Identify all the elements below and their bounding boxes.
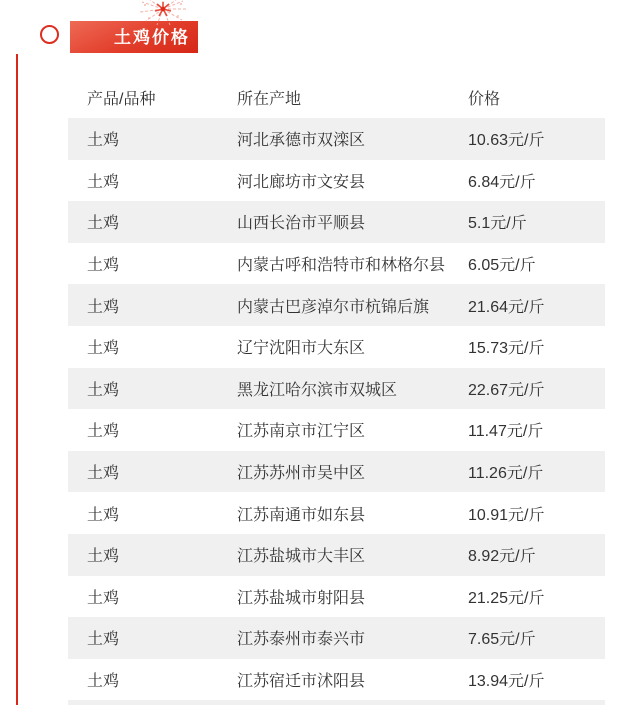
product-cell: 土鸡 <box>87 631 120 649</box>
table-row <box>68 368 605 410</box>
table-row <box>68 534 605 576</box>
origin-cell: 江苏盐城市大丰区 <box>237 548 366 566</box>
table-row <box>68 451 605 493</box>
product-cell: 土鸡 <box>87 298 120 316</box>
origin-cell: 江苏盐城市射阳县 <box>237 589 366 607</box>
table-row <box>68 160 605 202</box>
price-cell: 6.05元/斤 <box>468 257 536 275</box>
price-cell: 21.25元/斤 <box>468 589 545 607</box>
table-row <box>68 659 605 701</box>
origin-cell: 山西长治市平顺县 <box>237 215 366 233</box>
column-header-product: 产品/品种 <box>87 90 156 108</box>
origin-cell: 河北廊坊市文安县 <box>237 173 366 191</box>
product-cell: 土鸡 <box>87 589 120 607</box>
column-header-price: 价格 <box>468 90 501 108</box>
price-cell: 10.91元/斤 <box>468 506 545 524</box>
product-cell: 土鸡 <box>87 506 120 524</box>
origin-cell: 江苏南通市如东县 <box>237 506 366 524</box>
title-banner <box>70 21 198 53</box>
price-cell: 6.84元/斤 <box>468 173 536 191</box>
origin-cell: 江苏宿迁市沭阳县 <box>237 673 366 691</box>
price-cell: 10.63元/斤 <box>468 132 545 150</box>
table-row <box>68 243 605 285</box>
table-row <box>68 492 605 534</box>
table-row <box>68 576 605 618</box>
price-table-body <box>68 118 605 700</box>
price-table <box>68 76 605 705</box>
price-cell: 15.73元/斤 <box>468 340 545 358</box>
product-cell: 土鸡 <box>87 173 120 191</box>
origin-cell: 江苏苏州市吴中区 <box>237 465 366 483</box>
table-row <box>68 284 605 326</box>
table-row <box>68 326 605 368</box>
origin-cell: 辽宁沈阳市大东区 <box>237 340 366 358</box>
origin-cell: 内蒙古巴彦淖尔市杭锦后旗 <box>237 298 430 316</box>
product-cell: 土鸡 <box>87 548 120 566</box>
product-cell: 土鸡 <box>87 340 120 358</box>
product-cell: 土鸡 <box>87 465 120 483</box>
section-title: 土鸡价格 <box>114 27 190 47</box>
table-row <box>68 118 605 160</box>
price-cell: 22.67元/斤 <box>468 381 545 399</box>
origin-cell: 河北承德市双滦区 <box>237 132 366 150</box>
price-cell: 13.94元/斤 <box>468 673 545 691</box>
table-header-row <box>68 76 605 118</box>
product-cell: 土鸡 <box>87 423 120 441</box>
product-cell: 土鸡 <box>87 215 120 233</box>
price-cell: 11.26元/斤 <box>468 465 544 483</box>
origin-cell: 内蒙古呼和浩特市和林格尔县 <box>237 257 446 275</box>
product-cell: 土鸡 <box>87 381 120 399</box>
origin-cell: 江苏泰州市泰兴市 <box>237 631 366 649</box>
price-cell: 5.1元/斤 <box>468 215 527 233</box>
product-cell: 土鸡 <box>87 132 120 150</box>
price-cell: 8.92元/斤 <box>468 548 536 566</box>
price-cell: 7.65元/斤 <box>468 631 536 649</box>
table-row <box>68 409 605 451</box>
origin-cell: 黑龙江哈尔滨市双城区 <box>237 381 398 399</box>
price-cell: 21.64元/斤 <box>468 298 545 316</box>
product-cell: 土鸡 <box>87 257 120 275</box>
table-row <box>68 617 605 659</box>
column-header-origin: 所在产地 <box>237 90 302 108</box>
origin-cell: 江苏南京市江宁区 <box>237 423 366 441</box>
vertical-line-decoration <box>16 54 18 705</box>
table-row-partial <box>68 700 605 705</box>
product-cell: 土鸡 <box>87 673 120 691</box>
circle-decoration <box>40 25 59 44</box>
table-row <box>68 201 605 243</box>
price-cell: 11.47元/斤 <box>468 423 544 441</box>
